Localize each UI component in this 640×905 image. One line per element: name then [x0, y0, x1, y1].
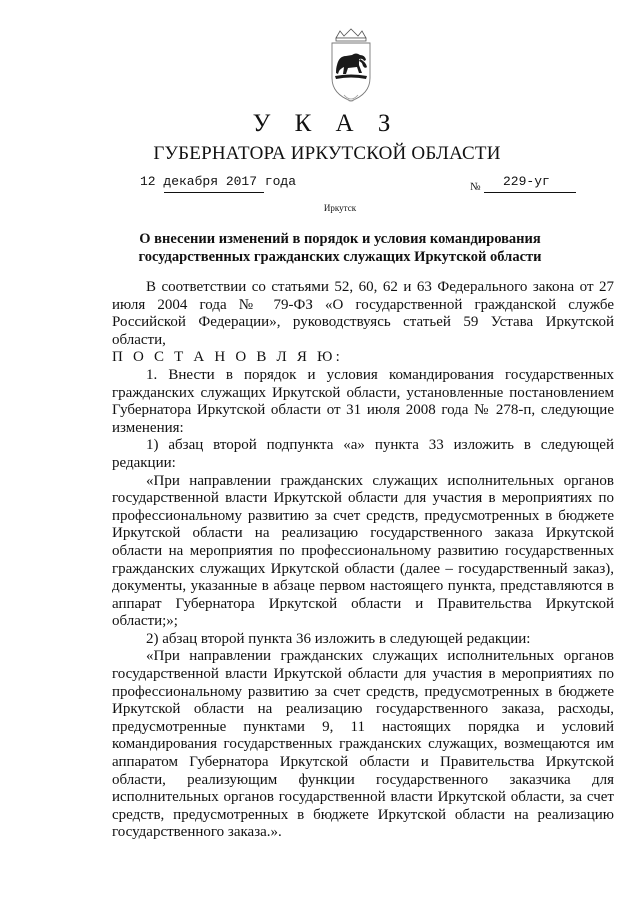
- issuer-subtitle: ГУБЕРНАТОРА ИРКУТСКОЙ ОБЛАСТИ: [153, 143, 501, 164]
- document-number: 229-уг: [503, 174, 550, 189]
- quote-2-paragraph: «При направлении гражданских служащих исполнительных органов государственной власти Иркутской области для участия в мероприятиях по профессиональному развитию за счет средств, предусмотренных в бюджете Иркутской области на реализацию государственного заказа, расходы, предусмотренные пунктами 9, 11 настоящих порядка и условий командирования государственных гражданских служащих, возмещаются им аппаратом Губернатора Иркутской области и Правительства Иркутской области, реализующим функции государственного заказчика для исполнительных органов государственной власти Иркутской области, за счет средств, предусмотренных в бюджете Иркутской области на реализацию государственного заказа.».: [112, 648, 614, 841]
- document-heading-line-2: государственных гражданских служащих Иркутской области: [138, 249, 542, 265]
- document-heading-line-1: О внесении изменений в порядок и условия командирования: [139, 231, 541, 247]
- number-underline: [484, 192, 576, 193]
- coat-of-arms-irkutsk-icon: [326, 28, 376, 108]
- item-1-paragraph: 1. Внести в порядок и условия командирования государственных гражданских служащих Иркутской области, установленные постановлением Губернатора Иркутской области от 31 июля 2008 года № 278-п, следующие изменения:: [112, 366, 614, 436]
- document-date: 12 декабря 2017 года: [140, 174, 297, 189]
- document-body: [112, 279, 614, 842]
- date-underline: [164, 192, 264, 193]
- document-type-title: У К А З: [252, 110, 400, 137]
- preamble-paragraph: В соответствии со статьями 52, 60, 62 и 63 Федерального закона от 27 июля 2004 года № 79-ФЗ «О государственной гражданской службе Российской Федерации», руководствуясь статьей 59 Устава Иркутской области,: [112, 279, 614, 348]
- issue-city: Иркутск: [323, 203, 357, 213]
- quote-1-paragraph: «При направлении гражданских служащих исполнительных органов государственной власти Иркутской области для участия в мероприятиях по профессиональному развитию за счет средств, предусмотренных в бюджете Иркутской области на реализацию государственного заказа Иркутской области на мероприятия по профессиональному развитию государственных гражданских служащих Иркутской области (далее – государственный заказ), документы, указанные в абзаце первом настоящего пункта, представляются в аппарат Губернатора Иркутской области и Правительства Иркутской области;»;: [112, 472, 614, 630]
- document-heading: [100, 230, 580, 266]
- item-1-2-paragraph: 2) абзац второй пункта 36 изложить в следующей редакции:: [146, 630, 531, 647]
- decree-word: П О С Т А Н О В Л Я Ю:: [112, 349, 343, 366]
- item-1-1-paragraph: 1) абзац второй подпункта «а» пункта 33 изложить в следующей редакции:: [112, 437, 614, 471]
- number-sign: №: [470, 181, 481, 193]
